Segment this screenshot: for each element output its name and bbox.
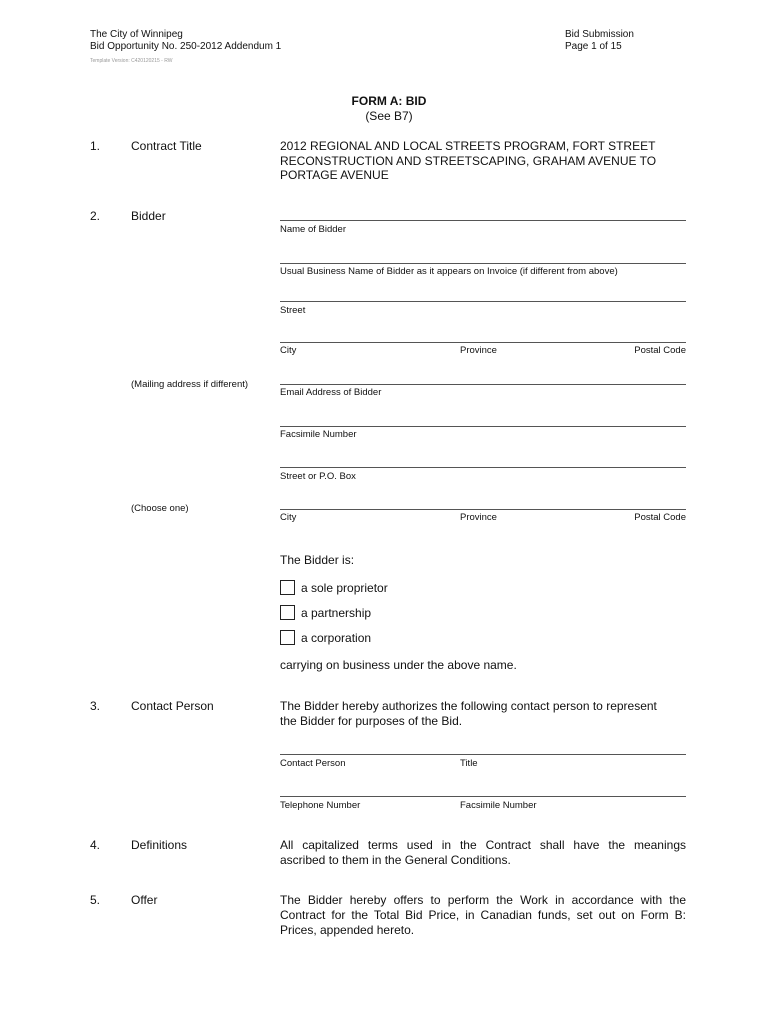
section-2-number: 2.	[90, 209, 101, 223]
offer-line-2: Contract for the Total Bid Price, in Canadian funds, set out on Form B:	[280, 908, 686, 922]
usual-business-name-caption: Usual Business Name of Bidder as it appears on Invoice (if different from above)	[280, 266, 618, 277]
corporation-label: a corporation	[301, 631, 372, 645]
bidder-is-label: The Bidder is:	[280, 553, 355, 567]
name-of-bidder-caption: Name of Bidder	[280, 224, 347, 235]
street-caption: Street	[280, 305, 306, 316]
contract-title-line-2: RECONSTRUCTION AND STREETSCAPING, GRAHAM AVENUE TO	[280, 154, 657, 168]
city-province-postal-line[interactable]	[280, 342, 686, 343]
mailing-city-caption: City	[280, 512, 297, 523]
header-bid-opportunity: Bid Opportunity No. 250-2012 Addendum 1	[90, 41, 282, 52]
email-address-caption: Email Address of Bidder	[280, 387, 382, 398]
contact-person-title-line[interactable]	[280, 754, 686, 755]
offer-line-3: Prices, appended hereto.	[280, 923, 415, 937]
city-caption: City	[280, 345, 297, 356]
title-caption: Title	[460, 758, 478, 769]
facsimile-number-caption: Facsimile Number	[280, 429, 357, 440]
section-5-number: 5.	[90, 893, 101, 907]
contract-title-line-1: 2012 REGIONAL AND LOCAL STREETS PROGRAM, FORT STREET	[280, 139, 656, 153]
header-bid-submission: Bid Submission	[565, 29, 634, 40]
postal-code-caption: Postal Code	[634, 345, 686, 356]
section-3-label: Contact Person	[131, 699, 214, 713]
definitions-line-1: All capitalized terms used in the Contract shall have the meanings	[280, 838, 686, 852]
carrying-on-business-text: carrying on business under the above name.	[280, 658, 517, 672]
section-4-label: Definitions	[131, 838, 188, 852]
contact-authorization-line-2: the Bidder for purposes of the Bid.	[280, 714, 463, 728]
header-page-number: Page 1 of 15	[565, 41, 622, 52]
mailing-address-note: (Mailing address if different)	[131, 379, 249, 390]
telephone-number-caption: Telephone Number	[280, 800, 361, 811]
facsimile-number-line[interactable]	[280, 426, 686, 427]
telephone-fax-line[interactable]	[280, 796, 686, 797]
contract-title-line-3: PORTAGE AVENUE	[280, 168, 389, 182]
template-version: Template Version: C420120215 - RW	[90, 58, 173, 64]
province-caption: Province	[460, 345, 497, 356]
contact-person-caption: Contact Person	[280, 758, 346, 769]
section-1-label: Contract Title	[131, 139, 202, 153]
po-box-caption: Street or P.O. Box	[280, 471, 356, 482]
email-address-line[interactable]	[280, 384, 686, 385]
contact-facsimile-caption: Facsimile Number	[460, 800, 537, 811]
section-4-number: 4.	[90, 838, 101, 852]
header-city: The City of Winnipeg	[90, 29, 183, 40]
offer-line-1: The Bidder hereby offers to perform the Work in accordance with the	[280, 893, 686, 907]
mailing-province-caption: Province	[460, 512, 497, 523]
sole-proprietor-label: a sole proprietor	[301, 581, 388, 595]
po-box-line[interactable]	[280, 467, 686, 468]
contact-authorization-line-1: The Bidder hereby authorizes the following contact person to represent	[280, 699, 657, 713]
street-line[interactable]	[280, 301, 686, 302]
section-2-label: Bidder	[131, 209, 166, 223]
sole-proprietor-checkbox[interactable]	[280, 580, 295, 595]
partnership-label: a partnership	[301, 606, 372, 620]
section-5-label: Offer	[131, 893, 158, 907]
corporation-checkbox[interactable]	[280, 630, 295, 645]
choose-one-note: (Choose one)	[131, 503, 189, 514]
name-of-bidder-line[interactable]	[280, 220, 686, 221]
form-title: FORM A: BID	[351, 94, 427, 108]
partnership-checkbox[interactable]	[280, 605, 295, 620]
mailing-city-province-postal-line[interactable]	[280, 509, 686, 510]
definitions-line-2: ascribed to them in the General Conditions.	[280, 853, 511, 867]
section-1-number: 1.	[90, 139, 101, 153]
usual-business-name-line[interactable]	[280, 263, 686, 264]
form-subtitle: (See B7)	[365, 109, 413, 123]
mailing-postal-code-caption: Postal Code	[634, 512, 686, 523]
section-3-number: 3.	[90, 699, 101, 713]
